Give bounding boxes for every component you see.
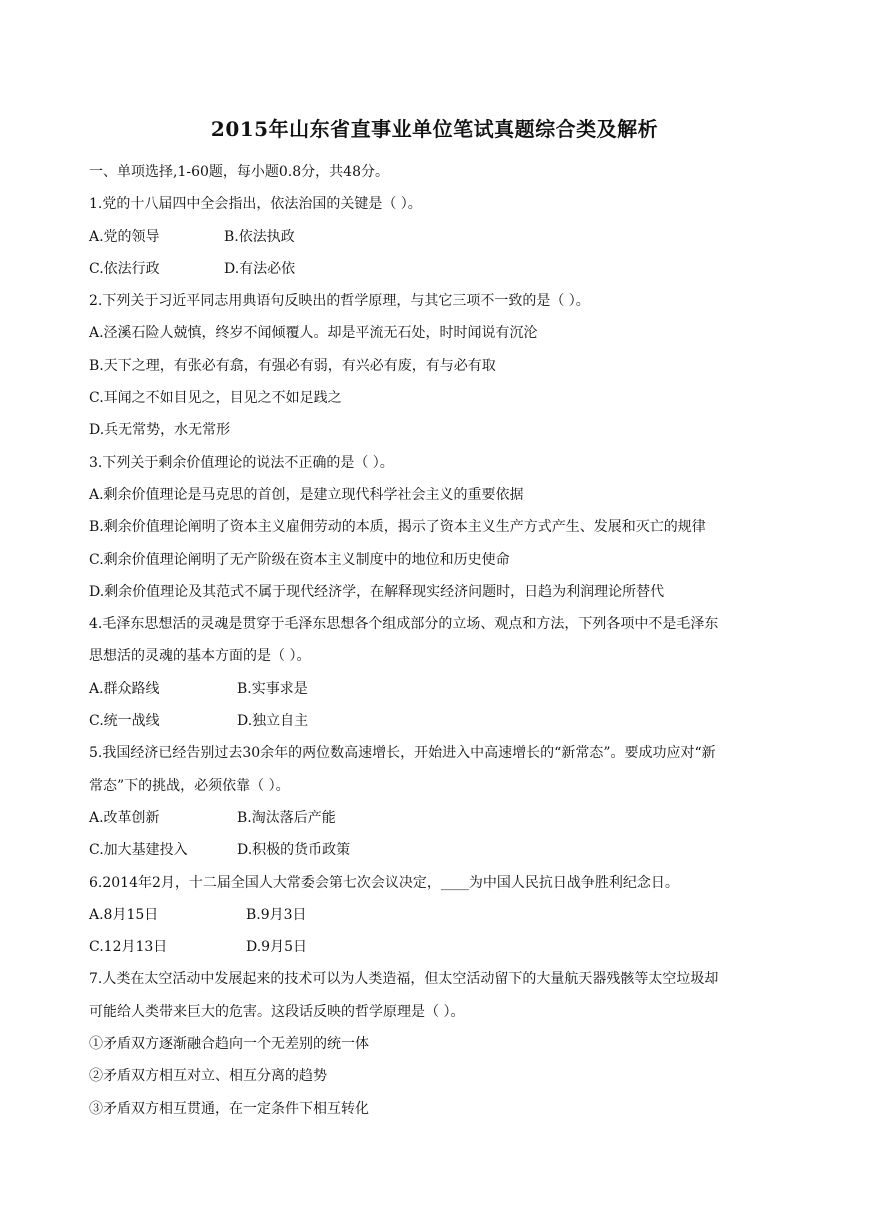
question-5-option-d: D.积极的货币政策 [237, 842, 351, 859]
question-2-stem: 2.下列关于习近平同志用典语句反映出的哲学原理，与其它三项不一致的是（ ）。 [89, 293, 590, 310]
question-5-option-c: C.加大基建投入 [89, 842, 188, 859]
question-4-stem-line-1: 4.毛泽东思想活的灵魂是贯穿于毛泽东思想各个组成部分的立场、观点和方法，下列各项中不是毛泽东 [89, 616, 719, 633]
question-5-option-a: A.改革创新 [89, 809, 160, 826]
question-7-stem-line-2: 可能给人类带来巨大的危害。这段话反映的哲学原理是（ ）。 [89, 1003, 465, 1020]
question-7-statement-3: ③矛盾双方相互贯通，在一定条件下相互转化 [89, 1100, 369, 1117]
question-5-stem-line-1: 5.我国经济已经告别过去30余年的两位数高速增长，开始进入中高速增长的“新常态”。要成功应对“新 [89, 745, 716, 762]
question-4-option-d: D.独立自主 [237, 713, 309, 730]
question-3-option-c: C.剩余价值理论阐明了无产阶级在资本主义制度中的地位和历史使命 [89, 551, 510, 568]
document-body [89, 156, 799, 1125]
question-6-options-row-2 [89, 931, 799, 963]
question-4-options-row-2 [89, 705, 799, 737]
question-2-option-a: A.泾溪石险人兢慎，终岁不闻倾覆人。却是平流无石处，时时闻说有沉沦 [89, 325, 538, 342]
question-1-options-row-2 [89, 253, 799, 285]
question-1-option-d: D.有法必依 [224, 260, 296, 277]
question-2-option-d: D.兵无常势，水无常形 [89, 422, 231, 439]
question-5-option-b: B.淘汰落后产能 [237, 809, 336, 826]
question-1-option-b: B.依法执政 [224, 228, 295, 245]
question-3-option-d: D.剩余价值理论及其范式不属于现代经济学，在解释现实经济问题时，日趋为利润理论所替代 [89, 583, 665, 600]
question-6-option-a: A.8月15日 [89, 906, 159, 923]
question-2-option-c: C.耳闻之不如目见之，目见之不如足践之 [89, 390, 342, 407]
question-3-option-a: A.剩余价值理论是马克思的首创，是建立现代科学社会主义的重要依据 [89, 486, 524, 503]
question-1-option-a: A.党的领导 [89, 228, 160, 245]
question-1-stem: 1.党的十八届四中全会指出，依法治国的关键是（ ）。 [89, 196, 422, 213]
question-1-options-row-1 [89, 221, 799, 253]
question-6-options-row-1 [89, 899, 799, 931]
question-4-option-a: A.群众路线 [89, 680, 160, 697]
document-title: 2015年山东省直事业单位笔试真题综合类及解析 [210, 117, 659, 141]
question-7-stem-line-1: 7.人类在太空活动中发展起来的技术可以为人类造福，但太空活动留下的大量航天器残骸等太空垃圾却 [89, 971, 719, 988]
question-5-options-row-1 [89, 802, 799, 834]
question-2-option-b: B.天下之理，有张必有翕，有强必有弱，有兴必有废，有与必有取 [89, 357, 496, 374]
question-4-option-c: C.统一战线 [89, 713, 160, 730]
question-4-options-row-1 [89, 673, 799, 705]
question-5-options-row-2 [89, 834, 799, 866]
question-6-option-c: C.12月13日 [89, 939, 168, 956]
question-4-option-b: B.实事求是 [237, 680, 308, 697]
question-7-statement-2: ②矛盾双方相互对立、相互分离的趋势 [89, 1068, 327, 1085]
question-3-option-b: B.剩余价值理论阐明了资本主义雇佣劳动的本质，揭示了资本主义生产方式产生、发展和灭亡的规律 [89, 519, 706, 536]
question-6-option-d: D.9月5日 [246, 939, 307, 956]
question-3-stem: 3.下列关于剩余价值理论的说法不正确的是（ ）。 [89, 454, 394, 471]
section-heading: 一、单项选择,1-60题，每小题0.8分，共48分。 [89, 164, 389, 180]
question-7-statement-1: ①矛盾双方逐渐融合趋向一个无差别的统一体 [89, 1036, 369, 1053]
question-6-option-b: B.9月3日 [246, 906, 307, 923]
question-4-stem-line-2: 思想活的灵魂的基本方面的是（ ）。 [89, 648, 311, 665]
question-5-stem-line-2: 常态”下的挑战，必须依靠（ ）。 [89, 777, 290, 794]
question-6-stem: 6.2014年2月，十二届全国人大常委会第七次会议决定，____为中国人民抗日战争胜利纪念日。 [89, 874, 679, 891]
question-1-option-c: C.依法行政 [89, 260, 160, 277]
